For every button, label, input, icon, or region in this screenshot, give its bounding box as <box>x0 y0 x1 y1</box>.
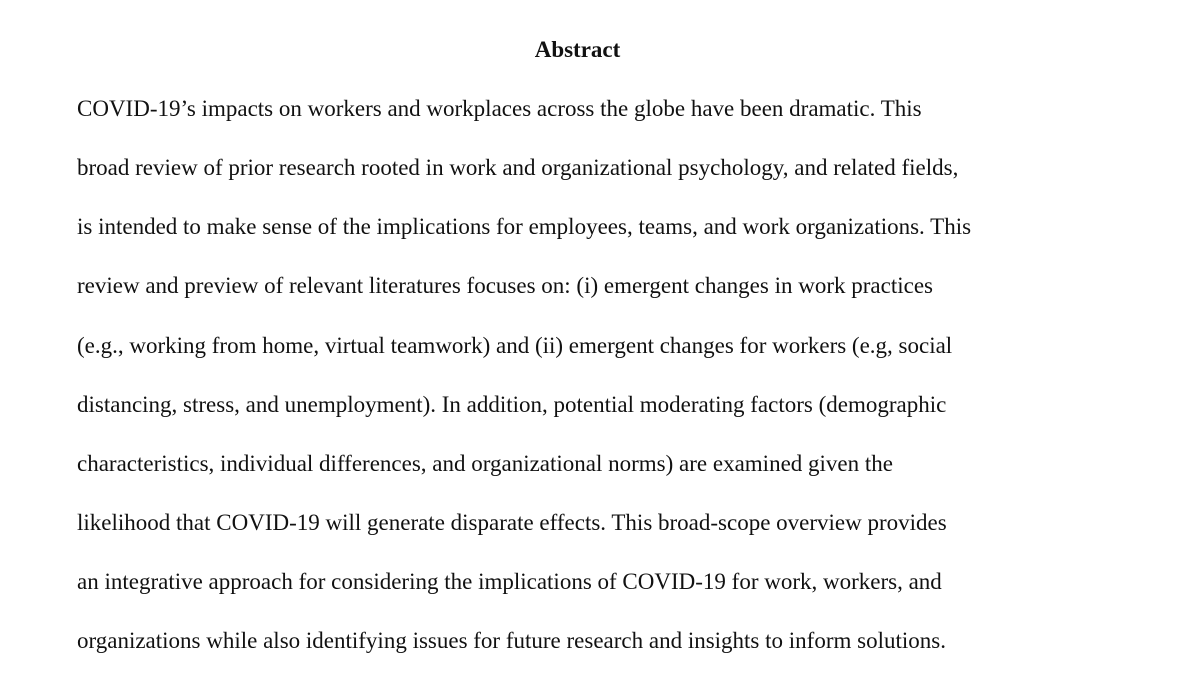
abstract-line: likelihood that COVID-19 will generate disparate effects. This broad-scope overview provides <box>77 510 947 535</box>
abstract-line: review and preview of relevant literatures focuses on: (i) emergent changes in work practices <box>77 273 933 298</box>
abstract-line: is intended to make sense of the implications for employees, teams, and work organizations. This <box>77 214 972 239</box>
abstract-heading: Abstract <box>534 37 621 62</box>
abstract-line: broad review of prior research rooted in work and organizational psychology, and related fields, <box>77 155 959 180</box>
abstract-line: an integrative approach for considering the implications of COVID-19 for work, workers, and <box>77 569 942 594</box>
abstract-line: COVID-19’s impacts on workers and workplaces across the globe have been dramatic. This <box>77 96 922 121</box>
abstract-line: (e.g., working from home, virtual teamwork) and (ii) emergent changes for workers (e.g, social <box>77 333 953 358</box>
abstract-line: organizations while also identifying issues for future research and insights to inform solutions. <box>77 628 946 653</box>
abstract-line: distancing, stress, and unemployment). In addition, potential moderating factors (demographic <box>77 392 947 417</box>
abstract-line: characteristics, individual differences, and organizational norms) are examined given the <box>77 451 893 476</box>
